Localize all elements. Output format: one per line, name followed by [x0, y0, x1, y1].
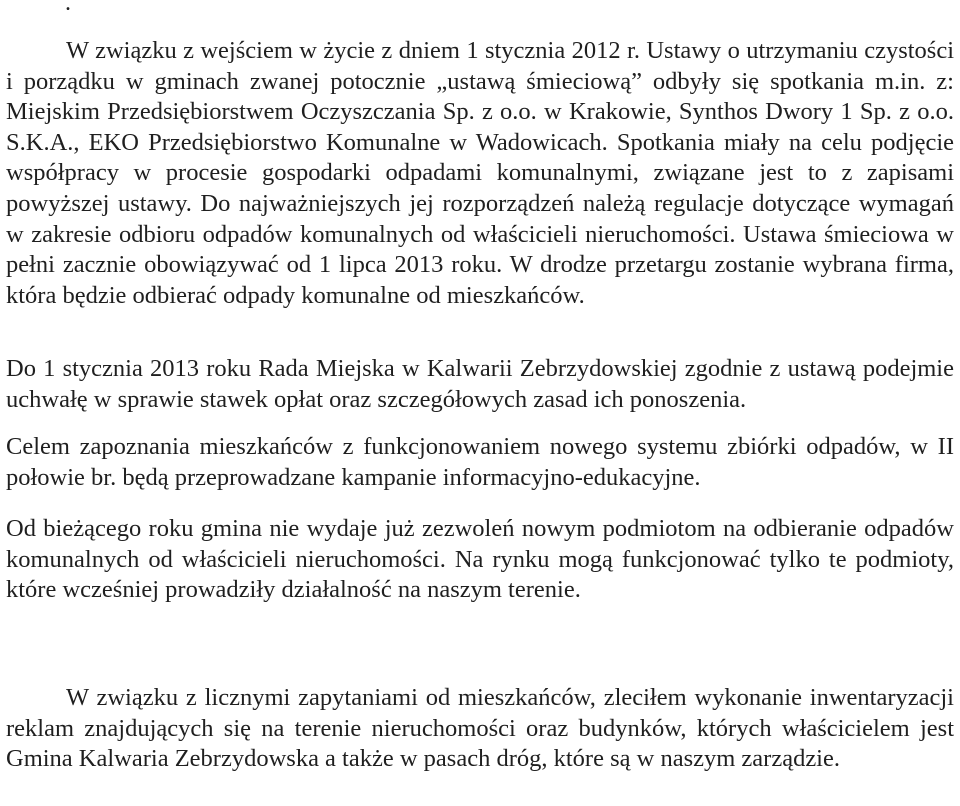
paragraph-collection-permits: [6, 514, 954, 606]
paragraph-city-council-resolution: [6, 354, 954, 415]
paragraph-waste-act-meetings: [6, 36, 954, 311]
paragraph-text: Od bieżącego roku gmina nie wydaje już zezwoleń nowym podmiotom na odbieranie odpadów komunalnych od właścicieli nieruchomości. Na rynku mogą funkcjonować tylko te podmioty, które wcześniej prowadziły działalność na naszym terenie.: [6, 515, 954, 604]
paragraph-text: W związku z licznymi zapytaniami od mieszkańców, zleciłem wykonanie inwentaryzacji reklam znajdujących się na terenie nieruchomości oraz budynków, których właścicielem jest Gmina Kalwaria Zebrzydowska a także w pasach dróg, które są w naszym zarządzie.: [6, 684, 954, 773]
paragraph-text: Celem zapoznania mieszkańców z funkcjonowaniem nowego systemu zbiórki odpadów, w II połowie br. będą przeprowadzane kampanie informacyjno-edukacyjne.: [6, 433, 954, 491]
paragraph-information-campaigns: [6, 432, 954, 493]
paragraph-advertising-inventory: [6, 683, 954, 775]
page-marker: .: [65, 0, 71, 16]
paragraph-text: W związku z wejściem w życie z dniem 1 stycznia 2012 r. Ustawy o utrzymaniu czystości i porządku w gminach zwanej potocznie „ustawą śmieciową” odbyły się spotkania m.in. z: Miejskim Przedsiębiorstwem Oczyszczania Sp. z o.o. w Krakowie, Synthos Dwory 1 Sp. z o.o. S.K.A., EKO Przedsiębiorstwo Komunalne w Wadowicach. Spotkania miały na celu podjęcie współpracy w procesie gospodarki odpadami komunalnymi, związane jest to z zapisami powyższej ustawy. Do najważniejszych jej rozporządzeń należą regulacje dotyczące wymagań w zakresie odbioru odpadów komunalnych od właścicieli nieruchomości. Ustawa śmieciowa w pełni zacznie obowiązywać od 1 lipca 2013 roku. W drodze przetargu zostanie wybrana firma, która będzie odbierać odpady komunalne od mieszkańców.: [6, 37, 954, 309]
paragraph-text: Do 1 stycznia 2013 roku Rada Miejska w Kalwarii Zebrzydowskiej zgodnie z ustawą podejmie uchwałę w sprawie stawek opłat oraz szczegółowych zasad ich ponoszenia.: [6, 355, 954, 413]
